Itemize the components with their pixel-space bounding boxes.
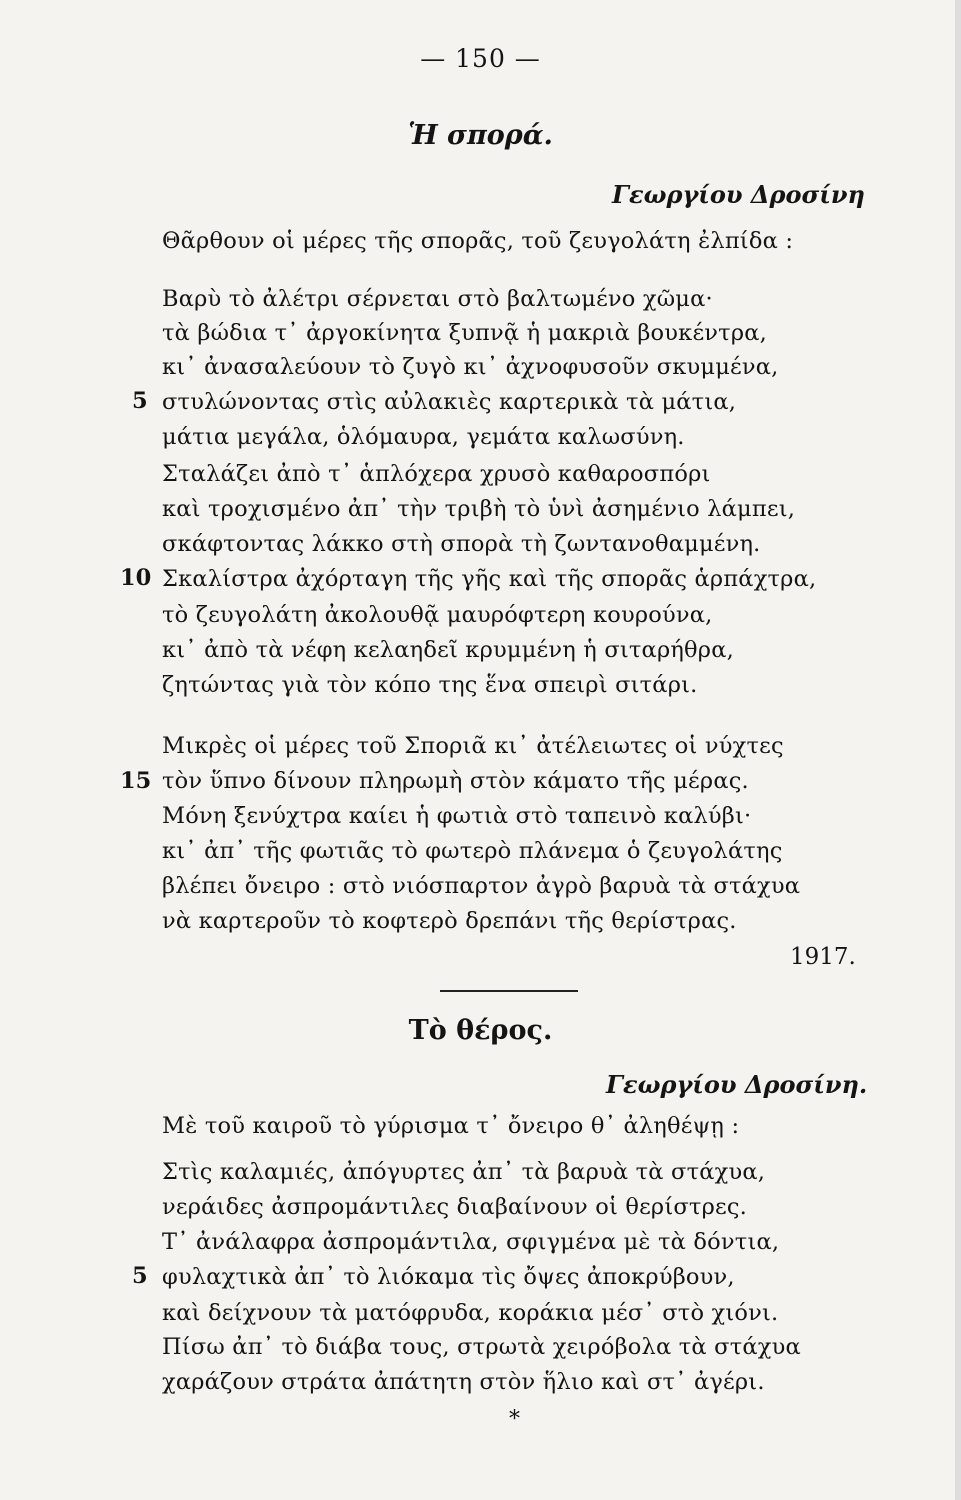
poem2-line: καὶ δείχνουν τὰ ματόφρυδα, κοράκια μέσ᾽ στὸ χιόνι. [162, 1300, 779, 1326]
poem1-line: Μικρὲς οἱ μέρες τοῦ Σποριᾶ κι᾽ ἀτέλειωτες οἱ νύχτες [162, 733, 784, 759]
poem1-line: κι᾽ ἀπ᾽ τῆς φωτιᾶς τὸ φωτερὸ πλάνεμα ὁ ζευγολάτης [162, 838, 783, 864]
poem2-title: Τὸ θέρος. [408, 1015, 553, 1046]
page-number: — 150 — [420, 44, 541, 73]
poem2-author: Γεωργίου Δροσίνη. [606, 1070, 868, 1099]
poem1-epigraph: Θᾶρθουν οἱ μέρες τῆς σπορᾶς, τοῦ ζευγολάτη ἐλπίδα : [162, 228, 794, 254]
poem2-epigraph: Μὲ τοῦ καιροῦ τὸ γύρισμα τ᾽ ὄνειρο θ᾽ ἀληθέψῃ : [162, 1113, 740, 1139]
footer-asterisk: * [509, 1407, 520, 1432]
poem2-line: νεράιδες ἀσπρομάντιλες διαβαίνουν οἱ θερίστρες. [162, 1194, 748, 1220]
poem1-line: Μόνη ξενύχτρα καίει ἡ φωτιὰ στὸ ταπεινὸ καλύβι· [162, 803, 752, 829]
poem2-line-number: 5 [132, 1263, 148, 1289]
poem2-line: Τ᾽ ἀνάλαφρα ἀσπρομάντιλα, σφιγμένα μὲ τὰ δόντια, [162, 1229, 780, 1255]
poem1-line: στυλώνοντας στὶς αὐλακιὲς καρτερικὰ τὰ μάτια, [162, 389, 737, 415]
poem1-line: Σκαλίστρα ἀχόρταγη τῆς γῆς καὶ τῆς σπορᾶς ἁρπάχτρα, [162, 566, 817, 592]
section-divider [440, 990, 578, 992]
poem2-line: χαράζουν στράτα ἀπάτητη στὸν ἥλιο καὶ στ᾽ ἀγέρι. [162, 1369, 765, 1395]
poem1-line: Βαρὺ τὸ ἀλέτρι σέρνεται στὸ βαλτωμένο χῶμα· [162, 286, 713, 312]
poem1-line-number: 5 [132, 388, 148, 414]
poem2-line: Στὶς καλαμιές, ἀπόγυρτες ἀπ᾽ τὰ βαρυὰ τὰ στάχυα, [162, 1159, 766, 1185]
poem1-line: νὰ καρτεροῦν τὸ κοφτερὸ δρεπάνι τῆς θερίστρας. [162, 908, 737, 934]
poem1-line: βλέπει ὄνειρο : στὸ νιόσπαρτον ἀγρὸ βαρυὰ τὰ στάχυα [162, 873, 801, 899]
poem2-line: φυλαχτικὰ ἀπ᾽ τὸ λιόκαμα τὶς ὄψες ἀποκρύβουν, [162, 1264, 735, 1290]
poem1-line: μάτια μεγάλα, ὁλόμαυρα, γεμάτα καλωσύνη. [162, 424, 685, 450]
poem1-author: Γεωργίου Δροσίνη [612, 180, 865, 209]
poem1-line: τὰ βώδια τ᾽ ἀργοκίνητα ξυπνᾷ ἡ μακριὰ βουκέντρα, [162, 320, 768, 346]
poem2-line: Πίσω ἀπ᾽ τὸ διάβα τους, στρωτὰ χειρόβολα τὰ στάχυα [162, 1334, 801, 1360]
poem1-line: σκάφτοντας λάκκο στὴ σπορὰ τὴ ζωντανοθαμμένη. [162, 531, 761, 557]
poem1-line-number: 10 [120, 565, 152, 591]
poem1-line: τὸν ὕπνο δίνουν πληρωμὴ στὸν κάματο τῆς μέρας. [162, 768, 749, 794]
poem1-line: ζητώντας γιὰ τὸν κόπο της ἕνα σπειρὶ σιτάρι. [162, 672, 698, 698]
poem1-line: κι᾽ ἀνασαλεύουν τὸ ζυγὸ κι᾽ ἀχνοφυσοῦν σκυμμένα, [162, 354, 779, 380]
poem1-year: 1917. [790, 944, 856, 970]
poem1-title: Ἡ σπορά. [408, 120, 553, 151]
poem1-line: κι᾽ ἀπὸ τὰ νέφη κελαηδεῖ κρυμμένη ἡ σιταρήθρα, [162, 637, 734, 663]
poem1-line: τὸ ζευγολάτη ἀκολουθᾷ μαυρόφτερη κουρούνα, [162, 602, 713, 628]
page-edge [955, 0, 961, 1500]
poem1-line: Σταλάζει ἀπὸ τ᾽ ἁπλόχερα χρυσὸ καθαροσπόρι [162, 461, 711, 487]
poem1-line: καὶ τροχισμένο ἀπ᾽ τὴν τριβὴ τὸ ὑνὶ ἀσημένιο λάμπει, [162, 496, 796, 522]
poem1-line-number: 15 [120, 768, 152, 794]
